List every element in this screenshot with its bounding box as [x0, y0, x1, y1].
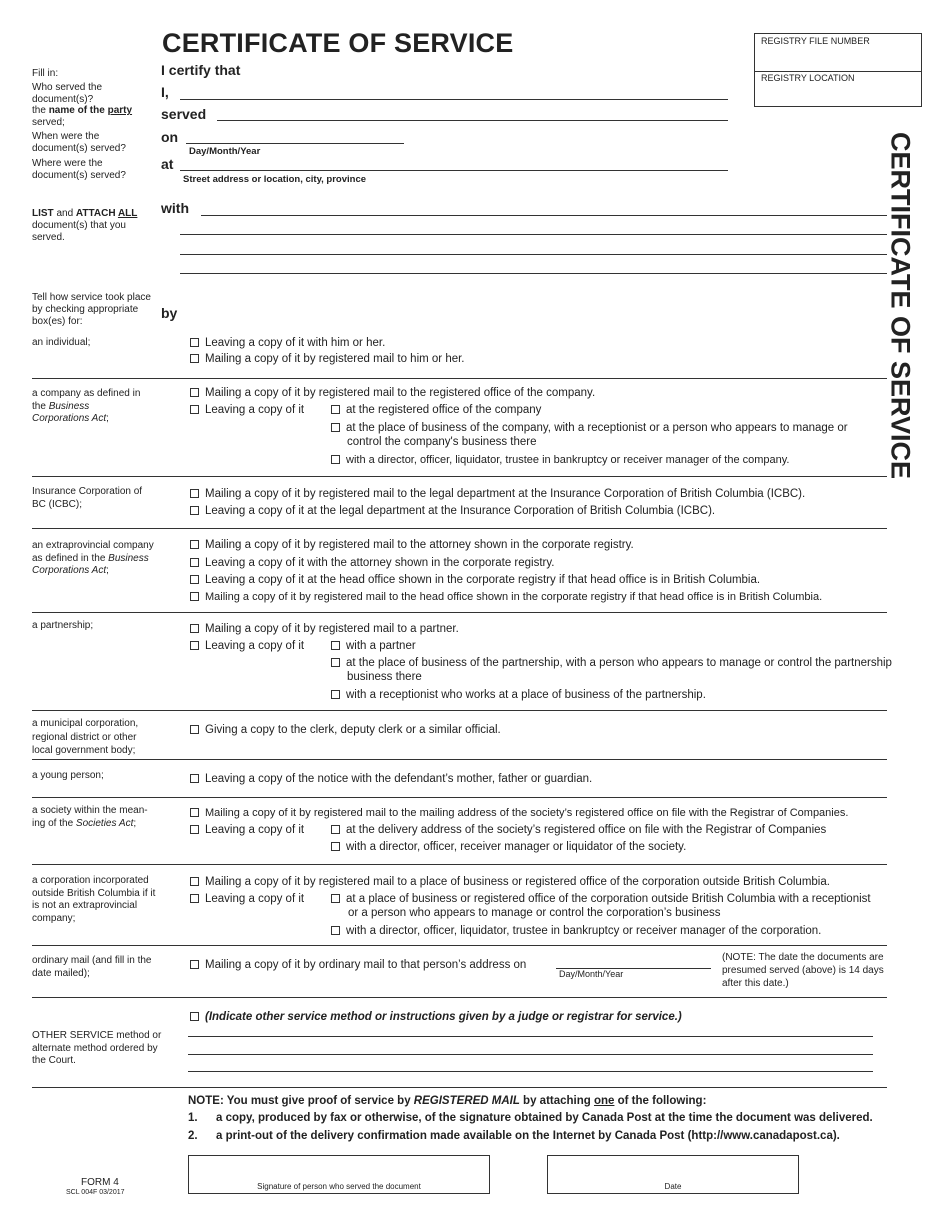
partnership-sub-partner[interactable]: with a partner [331, 639, 416, 653]
divider [32, 997, 887, 998]
certify-label: I certify that [161, 62, 241, 78]
other-service-label: OTHER SERVICE method or alternate method ordered by the Court. [32, 1030, 162, 1066]
tell-how-hint: Tell how service took place by checking appropriate box(es) for: [32, 292, 151, 327]
checkbox[interactable] [331, 423, 340, 432]
checkbox[interactable] [331, 690, 340, 699]
side-title [880, 120, 920, 490]
icbc-label: Insurance Corporation of BC (ICBC); [32, 486, 143, 510]
registry-location-label: REGISTRY LOCATION [761, 73, 855, 83]
checkbox[interactable] [190, 808, 199, 817]
divider [32, 612, 887, 613]
individual-option-leave[interactable]: Leaving a copy of it with him or her. [190, 336, 385, 350]
by-label: by [161, 305, 178, 321]
checkbox[interactable] [190, 354, 199, 363]
municipal-label: a municipal corporation, regional district or other local government body; [32, 718, 139, 756]
outside-sub-director[interactable]: with a director, officer, liquidator, trustee in bankruptcy or receiver manager of the corporation. [331, 924, 821, 938]
society-sub-delivery-address[interactable]: at the delivery address of the society’s registered office on file with the Registrar of Companies [331, 823, 826, 837]
society-option-leave[interactable]: Leaving a copy of it [190, 823, 304, 837]
partnership-option-mail[interactable]: Mailing a copy of it by registered mail to a partner. [190, 622, 459, 636]
partnership-sub-place-of-business[interactable]: at the place of business of the partnership, with a person who appears to manage or control the partnership business there [331, 656, 892, 684]
when-served-hint: When were the document(s) served? [32, 131, 126, 154]
society-option-mail[interactable]: Mailing a copy of it by registered mail to the mailing address of the society’s registered office on file with the Registrar of Companies. [190, 806, 848, 820]
at-label: at [161, 156, 174, 172]
divider [32, 759, 887, 760]
other-option[interactable]: (Indicate other service method or instructions given by a judge or registrar for service.) [190, 1010, 682, 1024]
young-option-leave[interactable]: Leaving a copy of the notice with the defendant’s mother, father or guardian. [190, 772, 592, 786]
company-sub-registered-office[interactable]: at the registered office of the company [331, 403, 541, 417]
divider [32, 476, 887, 477]
icbc-option-leave[interactable]: Leaving a copy of it at the legal department at the Insurance Corporation of British Columbia (ICBC). [190, 504, 715, 518]
checkbox[interactable] [190, 877, 199, 886]
ordinary-option-mail[interactable]: Mailing a copy of it by ordinary mail to that person’s address on [190, 958, 526, 972]
divider [32, 864, 887, 865]
form-number: FORM 4 [81, 1177, 119, 1188]
company-sub-director[interactable]: with a director, officer, liquidator, trustee in bankruptcy or receiver manager of the company. [331, 453, 790, 467]
date-box[interactable] [547, 1155, 799, 1194]
outside-option-leave[interactable]: Leaving a copy of it [190, 892, 304, 906]
checkbox[interactable] [190, 338, 199, 347]
divider [32, 378, 887, 379]
proof-item-1: a copy, produced by fax or otherwise, of the signature obtained by Canada Post at the time the document was delivered. [216, 1112, 873, 1124]
where-served-hint: Where were the document(s) served? [32, 158, 126, 181]
registry-file-number-label: REGISTRY FILE NUMBER [761, 36, 870, 46]
proof-note: NOTE: You must give proof of service by REGISTERED MAIL by attaching one of the following: [188, 1095, 707, 1107]
checkbox[interactable] [190, 575, 199, 584]
outside-option-mail[interactable]: Mailing a copy of it by registered mail to a place of business or registered office of the corporation outside British Columbia. [190, 875, 830, 889]
service-address-field[interactable] [180, 170, 728, 171]
proof-item-1-number: 1. [188, 1112, 198, 1124]
side-title-text: CERTIFICATE OF SERVICE [885, 131, 916, 480]
checkbox[interactable] [190, 592, 199, 601]
partnership-label: a partnership; [32, 620, 94, 631]
ordinary-date-hint: Day/Month/Year [559, 969, 624, 979]
divider [32, 797, 887, 798]
fill-in-hint: Fill in: [32, 68, 59, 79]
partnership-option-leave[interactable]: Leaving a copy of it [190, 639, 304, 653]
checkbox[interactable] [190, 825, 199, 834]
documents-line-2[interactable] [180, 234, 887, 235]
on-label: on [161, 129, 179, 145]
proof-item-2: a print-out of the delivery confirmation made available on the Internet by Canada Post (http://www.canadapost.ca). [216, 1130, 840, 1142]
company-option-mail[interactable]: Mailing a copy of it by registered mail to the registered office of the company. [190, 386, 595, 400]
divider [32, 710, 887, 711]
address-hint: Street address or location, city, province [183, 174, 367, 185]
outside-corporation-label: a corporation incorporated outside British Columbia if it is not an extraprovincial company; [32, 875, 156, 924]
individual-label: an individual; [32, 337, 91, 348]
checkbox[interactable] [331, 926, 340, 935]
checkbox[interactable] [190, 641, 199, 650]
extra-option-leave-head-office[interactable]: Leaving a copy of it at the head office shown in the corporate registry if that head office is in British Columbia. [190, 573, 760, 587]
checkbox[interactable] [190, 725, 199, 734]
checkbox[interactable] [190, 774, 199, 783]
checkbox[interactable] [331, 842, 340, 851]
checkbox[interactable] [331, 658, 340, 667]
documents-line-3[interactable] [180, 254, 887, 255]
checkbox[interactable] [190, 624, 199, 633]
checkbox[interactable] [331, 405, 340, 414]
checkbox[interactable] [190, 1012, 199, 1021]
checkbox[interactable] [331, 825, 340, 834]
divider [32, 528, 887, 529]
ordinary-mail-label: ordinary mail (and fill in the date mailed); [32, 955, 152, 979]
with-label: with [161, 200, 189, 216]
service-date-field[interactable] [186, 143, 404, 144]
party-name-field[interactable] [217, 120, 728, 121]
proof-item-2-number: 2. [188, 1130, 198, 1142]
checkbox[interactable] [190, 489, 199, 498]
date-label: Date [664, 1182, 682, 1191]
signature-box[interactable] [188, 1155, 490, 1194]
young-person-label: a young person; [32, 770, 104, 781]
checkbox[interactable] [331, 894, 340, 903]
extra-option-leave-attorney[interactable]: Leaving a copy of it with the attorney shown in the corporate registry. [190, 556, 554, 570]
icbc-option-mail[interactable]: Mailing a copy of it by registered mail to the legal department at the Insurance Corporation of British Columbia (ICBC). [190, 487, 805, 501]
municipal-option-clerk[interactable]: Giving a copy to the clerk, deputy clerk or a similar official. [190, 723, 501, 737]
other-line-1[interactable] [188, 1036, 873, 1037]
checkbox[interactable] [190, 558, 199, 567]
other-line-2[interactable] [188, 1054, 873, 1055]
checkbox[interactable] [190, 540, 199, 549]
signature-label: Signature of person who served the document [257, 1182, 421, 1191]
page-title: CERTIFICATE OF SERVICE [162, 28, 514, 58]
outside-sub-place-of-business[interactable]: at a place of business or registered office of the corporation outside British Columbia with a receptionist or a person who appears to manage or control the corporation’s business [331, 892, 878, 920]
extra-option-mail-head-office[interactable]: Mailing a copy of it by registered mail to the head office shown in the corporate registry if that head office is in British Columbia. [190, 590, 822, 604]
checkbox[interactable] [190, 405, 199, 414]
individual-option-mail[interactable]: Mailing a copy of it by registered mail to him or her. [190, 352, 465, 366]
extra-option-mail-attorney[interactable]: Mailing a copy of it by registered mail to the attorney shown in the corporate registry. [190, 538, 634, 552]
society-sub-director[interactable]: with a director, officer, receiver manager or liquidator of the society. [331, 840, 686, 854]
checkbox[interactable] [190, 388, 199, 397]
company-sub-place-of-business[interactable]: at the place of business of the company, with a receptionist or a person who appears to manage or control the company's business there [331, 421, 857, 449]
checkbox[interactable] [331, 641, 340, 650]
party-hint: the name of the party served; [32, 105, 133, 128]
documents-line-1[interactable] [201, 215, 887, 216]
served-label: served [161, 106, 207, 122]
checkbox[interactable] [190, 960, 199, 969]
checkbox[interactable] [331, 455, 340, 464]
other-line-3[interactable] [188, 1071, 873, 1072]
date-hint: Day/Month/Year [189, 146, 261, 157]
form-code: SCL 004F 03/2017 [66, 1189, 125, 1196]
registry-divider [755, 71, 921, 72]
documents-line-4[interactable] [180, 273, 887, 274]
divider [32, 1087, 887, 1088]
registry-box [754, 33, 922, 107]
partnership-sub-receptionist[interactable]: with a receptionist who works at a place of business of the partnership. [331, 688, 706, 702]
company-option-leave[interactable]: Leaving a copy of it [190, 403, 304, 417]
society-label: a society within the mean-ing of the Societies Act; [32, 805, 148, 829]
company-label: a company as defined in the Business Corporations Act; [32, 388, 141, 424]
list-attach-hint: LIST and ATTACH ALL document(s) that you served. [32, 208, 138, 243]
divider [32, 945, 887, 946]
extraprovincial-label: an extraprovincial company as defined in the Business Corporations Act; [32, 540, 154, 576]
i-label: I, [161, 84, 169, 100]
server-name-field[interactable] [180, 99, 728, 100]
who-served-hint: Who served the document(s)? [32, 82, 103, 105]
ordinary-note: (NOTE: The date the documents are presumed served (above) is 14 days after this date.) [722, 952, 884, 989]
checkbox[interactable] [190, 506, 199, 515]
checkbox[interactable] [190, 894, 199, 903]
